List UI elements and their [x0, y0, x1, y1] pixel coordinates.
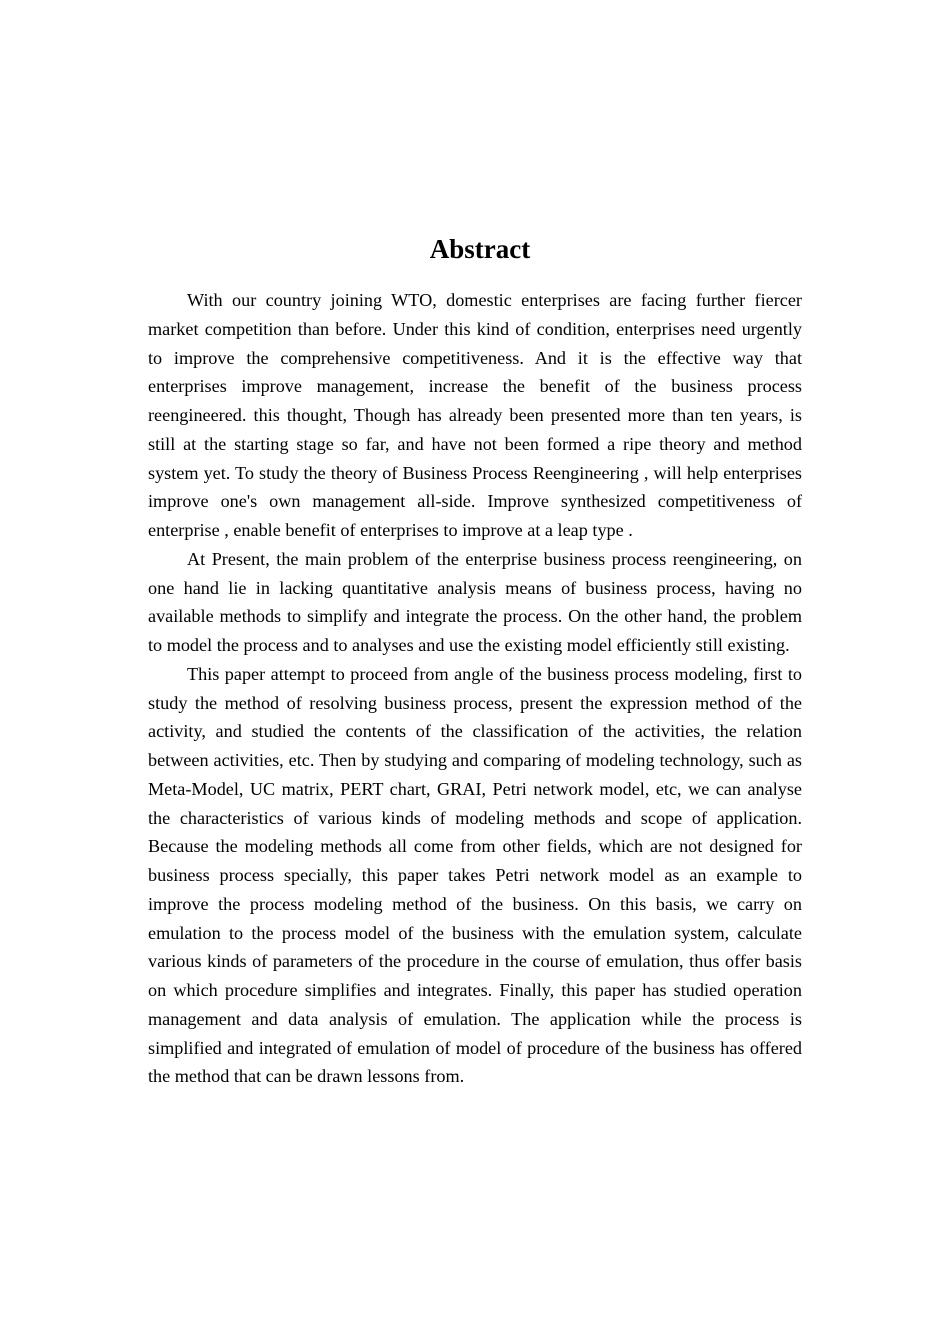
abstract-section — [148, 232, 802, 1091]
abstract-paragraph-2: At Present, the main problem of the enterprise business process reengineering, on one hand lie in lacking quantitative analysis means of business process, having no available methods to simplify and integrate the process. On the other hand, the problem to model the process and to analyses and use the existing model efficiently still existing. — [148, 548, 802, 655]
page-title: Abstract — [429, 234, 531, 264]
abstract-paragraph-1: With our country joining WTO, domestic enterprises are facing further fiercer market competition than before. Under this kind of condition, enterprises need urgently to improve the comprehensive competitiveness. And it is the effective way that enterprises improve management, increase the benefit of the business process reengineered. this thought, Though has already been presented more than ten years, is still at the starting stage so far, and have not been formed a ripe theory and method system yet. To study the theory of Business Process Reengineering , will help enterprises improve one's own management all-side. Improve synthesized competitiveness of enterprise , enable benefit of enterprises to improve at a leap type . — [148, 290, 802, 540]
abstract-paragraph-3: This paper attempt to proceed from angle of the business process modeling, first to study the method of resolving business process, present the expression method of the activity, and studied the contents of the classification of the activities, the relation between activities, etc. Then by studying and comparing of modeling technology, such as Meta-Model, UC matrix, PERT chart, GRAI, Petri network model, etc, we can analyse the characteristics of various kinds of modeling methods and scope of application. Because the modeling methods all come from other fields, which are not designed for business process specially, this paper takes Petri network model as an example to improve the process modeling method of the business. On this basis, we carry on emulation to the process model of the business with the emulation system, calculate various kinds of parameters of the procedure in the course of emulation, thus offer basis on which procedure simplifies and integrates. Finally, this paper has studied operation management and data analysis of emulation. The application while the process is simplified and integrated of emulation of model of procedure of the business has offered the method that can be drawn lessons from. — [148, 663, 802, 1087]
